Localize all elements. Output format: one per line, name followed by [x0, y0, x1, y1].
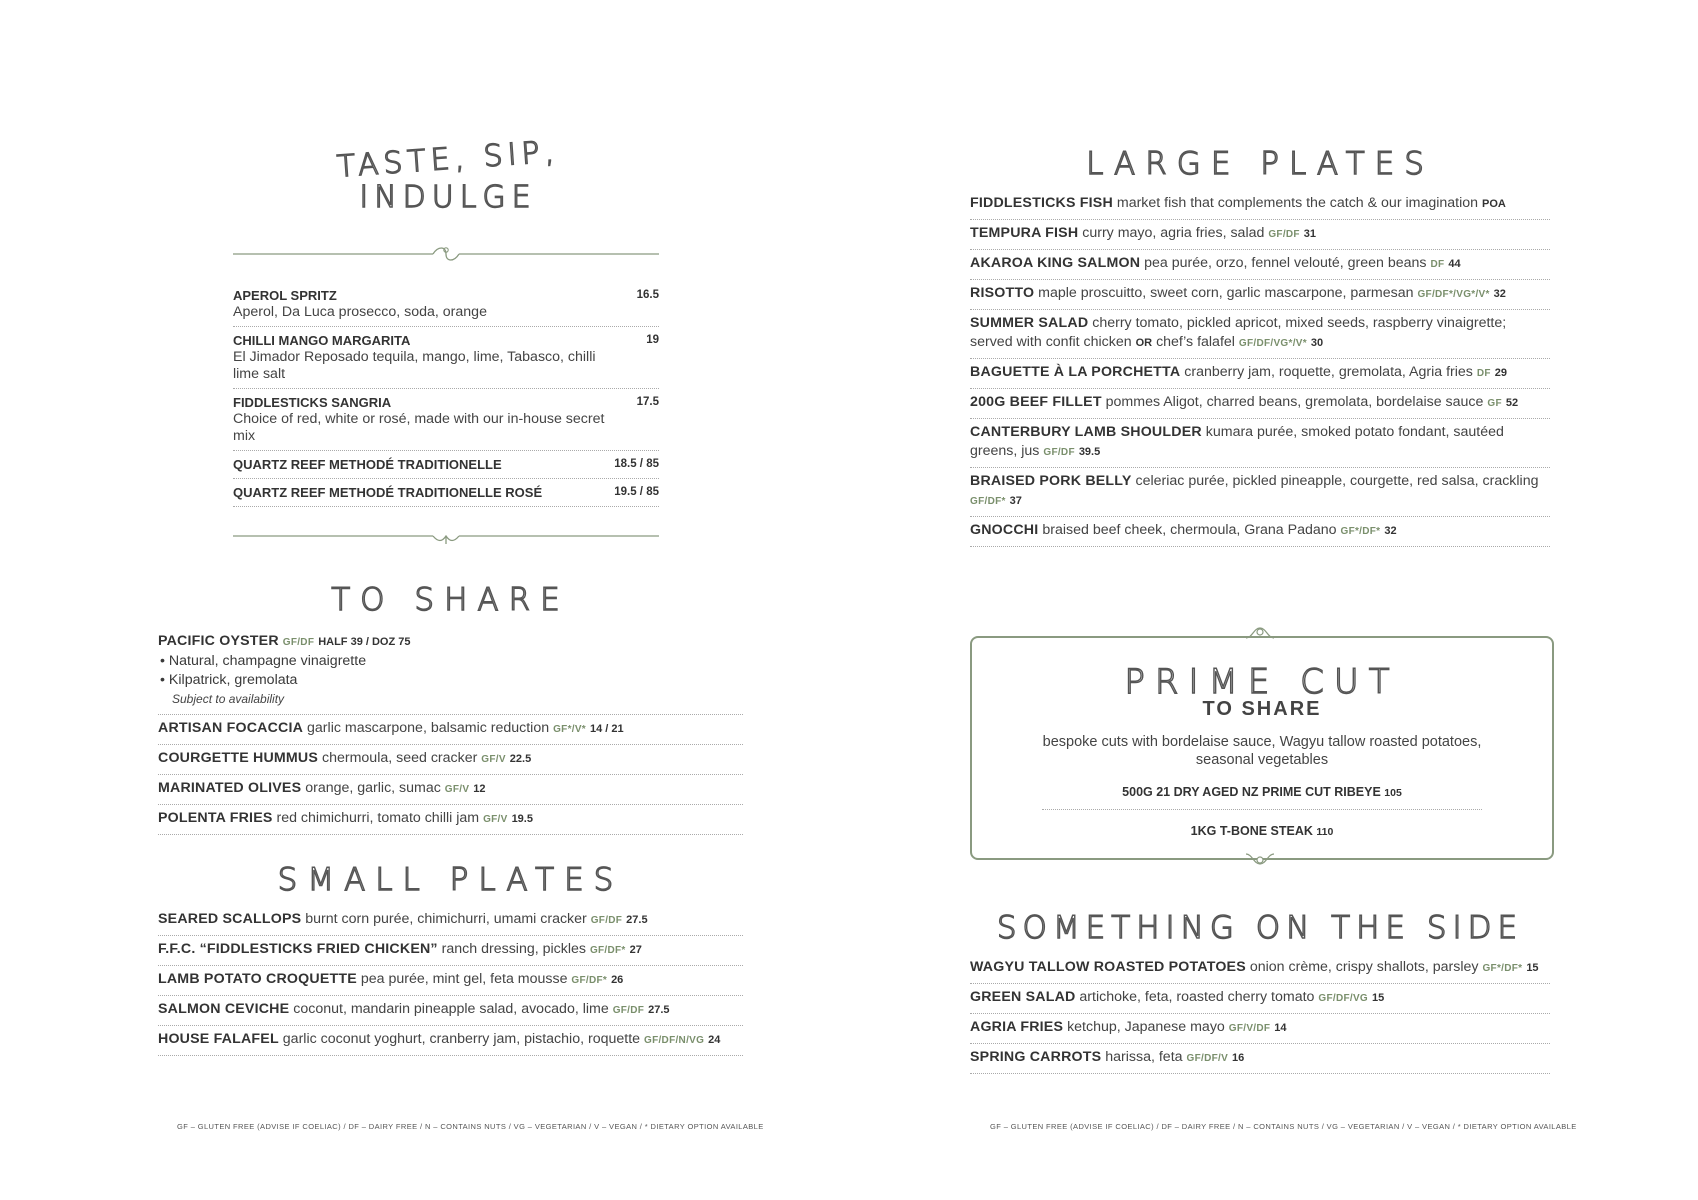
item-diet: GF*/DF*: [1340, 526, 1381, 537]
taste-heading-line2: INDULGE: [359, 180, 537, 215]
cocktail-name: FIDDLESTICKS SANGRIA: [233, 395, 392, 410]
cocktail-item: [233, 451, 659, 479]
menu-item: [158, 745, 743, 775]
menu-item: [970, 280, 1550, 310]
item-description: red chimichurri, tomato chilli jam: [276, 810, 480, 826]
item-name: SPRING CARROTS: [970, 1049, 1102, 1065]
item-description: cherry tomato, pickled apricot, mixed seeds, raspberry vinaigrette; served with confit chicken: [970, 315, 1507, 350]
cocktail-name: QUARTZ REEF METHODÉ TRADITIONELLE ROSÉ: [233, 485, 543, 500]
menu-item: [970, 389, 1550, 419]
prime-cut-ribeye: 500G 21 DRY AGED NZ PRIME CUT RIBEYE 105: [1042, 785, 1482, 810]
item-name: AKAROA KING SALMON: [970, 255, 1141, 271]
item-name: TEMPURA FISH: [970, 225, 1079, 241]
item-diet: GF/DF: [612, 1005, 645, 1016]
item-name: SALMON CEVICHE: [158, 1001, 290, 1017]
to-share-section: [158, 582, 743, 835]
ornament-divider-top: [233, 244, 659, 264]
item-name: POLENTA FRIES: [158, 810, 273, 826]
item-price: 27.5: [648, 1004, 670, 1016]
prime-cut-box: [970, 636, 1554, 860]
item-price: 37: [1009, 495, 1022, 507]
item-price: 30: [1310, 337, 1324, 349]
menu-item: [970, 220, 1550, 250]
item-description: pea purée, mint gel, feta mousse: [360, 971, 568, 987]
item-name: AGRIA FRIES: [970, 1019, 1064, 1035]
dietary-legend-right: GF – GLUTEN FREE (ADVISE IF COELIAC) / DF – DAIRY FREE / N – CONTAINS NUTS / VG – VEGETARIAN / V – VEGAN / * DIETARY OPTION AVAILABLE: [990, 1122, 1577, 1131]
item-diet: GF: [1487, 398, 1502, 409]
item-diet: GF/DF: [590, 915, 623, 926]
cocktail-name: QUARTZ REEF METHODÉ TRADITIONELLE: [233, 457, 502, 472]
menu-item: [158, 906, 743, 936]
item-description: market fish that complements the catch & our imagination: [1116, 195, 1479, 211]
menu-item-oyster: [158, 628, 743, 715]
item-price: 15: [1526, 962, 1539, 974]
item-diet: GF/DF*: [589, 945, 626, 956]
item-diet: GF/DF*/VG*/V*: [1417, 289, 1490, 300]
item-description: artichoke, feta, roasted cherry tomato: [1079, 989, 1315, 1005]
item-name: WAGYU TALLOW ROASTED POTATOES: [970, 959, 1246, 975]
item-description: cranberry jam, roquette, gremolata, Agria fries: [1184, 364, 1473, 380]
dietary-legend-left: GF – GLUTEN FREE (ADVISE IF COELIAC) / DF – DAIRY FREE / N – CONTAINS NUTS / VG – VEGETARIAN / V – VEGAN / * DIETARY OPTION AVAILABLE: [177, 1122, 764, 1131]
menu-item: [970, 468, 1550, 517]
cocktail-name: APEROL SPRITZ: [233, 288, 337, 303]
item-price: 32: [1384, 525, 1397, 537]
item-description: maple proscuitto, sweet corn, garlic mascarpone, parmesan: [1038, 285, 1414, 301]
item-price: 52: [1505, 397, 1519, 409]
small-plates-list: [158, 906, 743, 1056]
cocktail-item: [233, 389, 659, 451]
menu-item: [970, 1044, 1550, 1074]
item-diet: GF/V/DF: [1228, 1023, 1271, 1034]
cocktail-text: [233, 287, 613, 321]
prime-cut-ornament-bottom: [1244, 850, 1276, 870]
item-description: coconut, mandarin pineapple salad, avocado, lime: [293, 1001, 609, 1017]
item-price: 16: [1232, 1052, 1245, 1064]
item-price: 22.5: [509, 753, 532, 765]
item-name: FIDDLESTICKS FISH: [970, 195, 1113, 211]
item-description: garlic coconut yoghurt, cranberry jam, pistachio, roquette: [282, 1031, 641, 1047]
menu-item: [158, 775, 743, 805]
menu-item: [970, 190, 1550, 220]
to-share-list: [158, 715, 743, 835]
item-name: MARINATED OLIVES: [158, 780, 302, 796]
menu-item: [970, 419, 1550, 468]
item-diet: GF/DF*: [571, 975, 608, 986]
menu-item: [970, 954, 1550, 984]
item-name: GREEN SALAD: [970, 989, 1076, 1005]
item-diet: GF/DF/VG*/V*: [1238, 338, 1307, 349]
oyster-option: • Natural, champagne vinaigrette: [160, 653, 367, 669]
item-price: 24: [708, 1034, 721, 1046]
item-price: 39.5: [1078, 446, 1101, 458]
item-name: LAMB POTATO CROQUETTE: [158, 971, 357, 987]
sides-heading: SOMETHING ON THE SIDE: [996, 910, 1524, 946]
large-plates-section: [970, 146, 1550, 547]
item-description: burnt corn purée, chimichurri, umami cracker: [305, 911, 587, 927]
cocktail-price: 19: [646, 334, 659, 346]
item-price: 12: [473, 783, 486, 795]
ornament-divider-bottom: [233, 528, 659, 548]
sides-section: [970, 910, 1550, 1074]
item-name: RISOTTO: [970, 285, 1035, 301]
item-diet: GF/V: [483, 814, 508, 825]
item-name: PACIFIC OYSTER: [158, 633, 279, 649]
item-name: SEARED SCALLOPS: [158, 911, 302, 927]
item-description: ranch dressing, pickles: [441, 941, 586, 957]
menu-item: [158, 936, 743, 966]
item-price: 14 / 21: [589, 723, 624, 735]
cocktail-item: [233, 282, 659, 327]
item-price: HALF 39 / DOZ 75: [318, 636, 411, 648]
item-name: SUMMER SALAD: [970, 315, 1089, 331]
item-diet: GF/DF: [1268, 229, 1300, 240]
large-plates-list: [970, 190, 1550, 547]
cocktail-text: [233, 394, 613, 445]
item-or: OR: [1135, 337, 1153, 349]
item-description: braised beef cheek, chermoula, Grana Padano: [1042, 522, 1337, 538]
item-diet: GF*/V*: [553, 724, 586, 735]
prime-cut-subheading: TO SHARE: [1202, 698, 1322, 720]
large-plates-heading: LARGE PLATES: [1086, 146, 1434, 182]
item-name: ARTISAN FOCACCIA: [158, 720, 304, 736]
cocktail-item: [233, 327, 659, 389]
item-price: 27: [629, 944, 642, 956]
item-name: 200G BEEF FILLET: [970, 394, 1102, 410]
item-diet: DF: [1430, 259, 1445, 270]
item-description: garlic mascarpone, balsamic reduction: [307, 720, 550, 736]
prime-cut-tbone: 1KG T-BONE STEAK 110: [1190, 824, 1334, 838]
menu-item: [158, 715, 743, 745]
cocktail-price: 16.5: [636, 289, 659, 301]
oyster-option: • Kilpatrick, gremolata: [160, 672, 298, 688]
item-diet: GF/DF/VG: [1318, 993, 1368, 1004]
menu-item: [970, 250, 1550, 280]
cocktail-list: [233, 282, 659, 507]
item-name: GNOCCHI: [970, 522, 1039, 538]
item-diet: GF/DF/V: [1186, 1053, 1229, 1064]
item-name: F.F.C. “FIDDLESTICKS FRIED CHICKEN”: [158, 941, 438, 957]
item-price: 44: [1448, 258, 1461, 270]
item-price: 15: [1371, 992, 1385, 1004]
cocktail-text: [233, 456, 613, 473]
item-price: 19.5: [511, 813, 533, 825]
prime-cut-description: bespoke cuts with bordelaise sauce, Wagyu tallow roasted potatoes, seasonal vegetables: [1042, 734, 1482, 768]
item-diet: GF/DF: [282, 637, 315, 648]
cocktail-description: Choice of red, white or rosé, made with our in-house secret mix: [233, 411, 605, 444]
cocktail-price: 18.5 / 85: [614, 458, 659, 470]
cocktail-description: El Jimador Reposado tequila, mango, lime, Tabasco, chilli lime salt: [233, 349, 596, 382]
item-diet: GF*/DF*: [1482, 963, 1523, 974]
cocktail-price: 17.5: [636, 396, 659, 408]
cocktail-item: [233, 479, 659, 507]
prime-cut-heading: PRIME CUT: [1124, 662, 1400, 702]
menu-item: [970, 984, 1550, 1014]
item-diet: GF/V: [481, 754, 506, 765]
item-name: BRAISED PORK BELLY: [970, 473, 1132, 489]
menu-item: [158, 805, 743, 835]
item-diet: DF: [1476, 368, 1491, 379]
menu-item: [970, 310, 1550, 359]
item-description: onion crème, crispy shallots, parsley: [1249, 959, 1479, 975]
menu-item: [158, 966, 743, 996]
item-description: kumara purée, smoked potato fondant, sautéed greens, jus: [970, 424, 1504, 459]
item-diet: GF/DF/N/VG: [643, 1035, 705, 1046]
item-description: ketchup, Japanese mayo: [1067, 1019, 1225, 1035]
sides-list: [970, 954, 1550, 1074]
prime-cut-ornament-top: [1244, 622, 1276, 642]
availability-note: Subject to availability: [172, 692, 285, 706]
item-description: pommes Aligot, charred beans, gremolata, bordelaise sauce: [1105, 394, 1484, 410]
cocktail-description: Aperol, Da Luca prosecco, soda, orange: [233, 304, 487, 320]
item-description: celeriac purée, pickled pineapple, courgette, red salsa, crackling: [1135, 473, 1539, 489]
item-price: 32: [1493, 288, 1506, 300]
item-description: harissa, feta: [1105, 1049, 1183, 1065]
cocktail-price: 19.5 / 85: [614, 486, 659, 498]
item-description: curry mayo, agria fries, salad: [1082, 225, 1265, 241]
item-diet: GF/DF: [1043, 447, 1075, 458]
item-diet: GF/DF*: [970, 496, 1006, 507]
small-plates-section: [158, 862, 743, 1056]
taste-heading-line1: TASTE, SIP,: [335, 134, 561, 185]
menu-item: [158, 1026, 743, 1056]
item-name: BAGUETTE À LA PORCHETTA: [970, 364, 1181, 380]
item-price: 14: [1274, 1022, 1287, 1034]
item-price: 31: [1303, 228, 1317, 240]
cocktail-name: CHILLI MANGO MARGARITA: [233, 333, 411, 348]
item-diet: GF/V: [444, 784, 470, 795]
item-name: COURGETTE HUMMUS: [158, 750, 319, 766]
item-description-alt: chef’s falafel: [1156, 334, 1235, 350]
menu-item: [158, 996, 743, 1026]
item-name: CANTERBURY LAMB SHOULDER: [970, 424, 1202, 440]
small-plates-heading: SMALL PLATES: [277, 862, 624, 898]
cocktail-text: [233, 332, 613, 383]
item-price: 26: [611, 974, 624, 986]
cocktail-text: [233, 484, 613, 501]
menu-item: [970, 359, 1550, 389]
item-price: POA: [1482, 198, 1506, 210]
item-price: 27.5: [626, 914, 648, 926]
to-share-heading: TO SHARE: [331, 582, 570, 618]
menu-item: [970, 517, 1550, 547]
item-price: 29: [1494, 367, 1507, 379]
item-description: orange, garlic, sumac: [305, 780, 441, 796]
menu-item: [970, 1014, 1550, 1044]
item-name: HOUSE FALAFEL: [158, 1031, 279, 1047]
item-description: pea purée, orzo, fennel velouté, green beans: [1144, 255, 1427, 271]
item-description: chermoula, seed cracker: [322, 750, 478, 766]
